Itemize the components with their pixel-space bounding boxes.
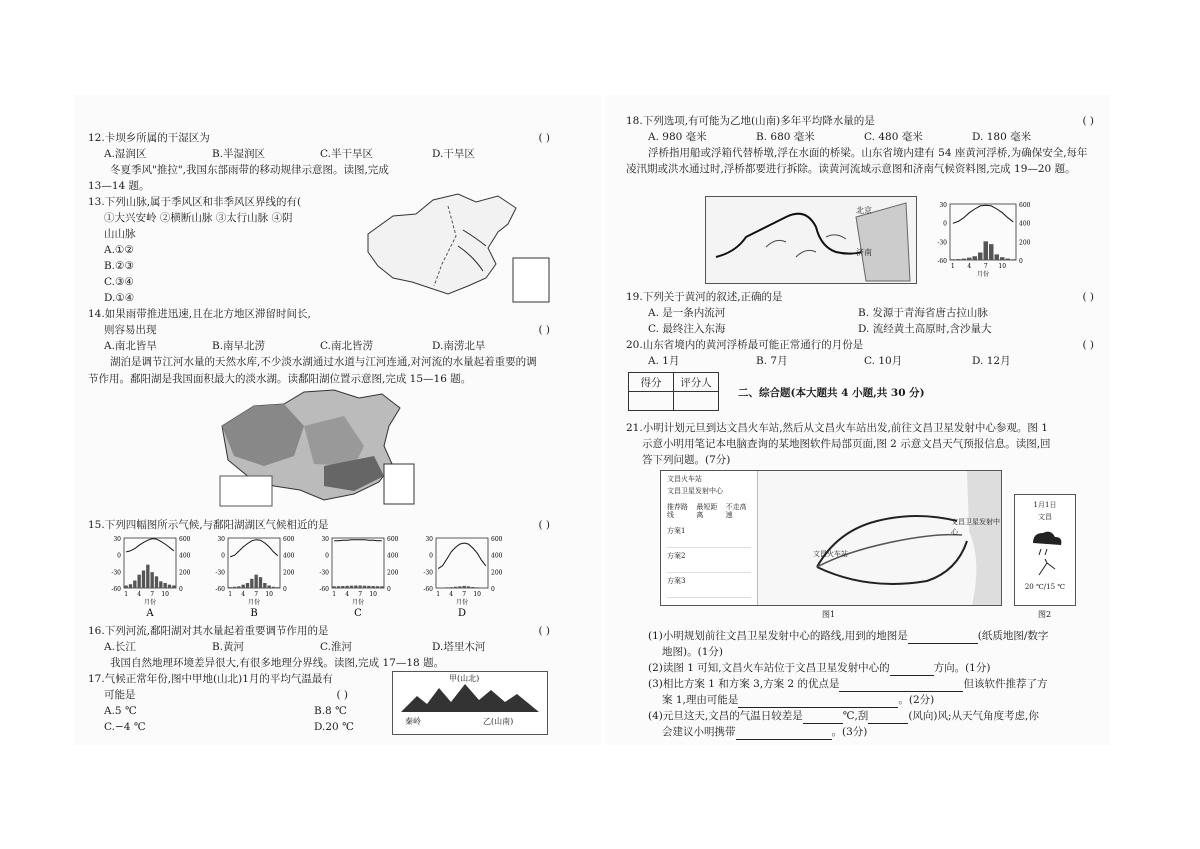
option[interactable]: C.淮河 <box>320 641 352 653</box>
rain-tick-label: 0 <box>491 586 495 593</box>
q14-stem: 14.如果雨带推进迅速,且在北方地区滞留时间长, <box>88 308 311 320</box>
option[interactable]: A. 980 毫米 <box>648 131 707 143</box>
temp-tick-label: 0 <box>221 552 225 560</box>
q19-options-row2 <box>626 321 1096 337</box>
map-label-beijing: 北京 <box>856 206 872 215</box>
option[interactable]: C.−4 ℃ <box>104 721 146 733</box>
temp-tick-label: 0 <box>117 552 121 560</box>
temp-tick-label: 30 <box>321 536 329 543</box>
month-axis-label: 月份 <box>976 271 990 278</box>
q15-climate-charts <box>104 534 524 624</box>
rain-tick-label: 400 <box>179 552 191 560</box>
month-tick-label: 7 <box>983 263 988 270</box>
q21-sub4: (4)元旦这天,文昌的气温日较差是 ℃,刮 (风向)风;从天气角度考虑,你 <box>648 710 1039 722</box>
precip-bar <box>164 583 167 588</box>
chart-letter-label: B <box>250 608 258 619</box>
q21-sub1-cont: 地图)。(1分) <box>662 646 723 658</box>
q21-stem-3: 答下列问题。(7分) <box>642 454 731 466</box>
rain-tick-label: 400 <box>1019 220 1031 228</box>
figure-1-caption: 图1 <box>822 610 836 619</box>
intro-13-14: 冬夏季风"推拉",我国东部雨带的移动规律示意图。读图,完成 <box>110 164 389 176</box>
rain-tick-label: 0 <box>283 586 287 593</box>
figure-1-map-app <box>660 470 1002 606</box>
chart-letter-label: D <box>457 608 467 619</box>
month-tick-label: 10 <box>473 591 481 598</box>
option[interactable]: D. 12月 <box>972 355 1011 367</box>
precip-bar <box>978 253 983 260</box>
rain-cloud-icon <box>1015 521 1075 579</box>
option[interactable]: C. 10月 <box>864 355 903 367</box>
precip-bar <box>272 587 275 588</box>
option[interactable]: C.南北皆涝 <box>320 340 373 352</box>
q20-stem: 20.山东省境内的黄河浮桥最可能正常通行的月份是 ( ) <box>626 339 1094 351</box>
score-label: 得分 <box>629 373 674 392</box>
blank-4b[interactable] <box>868 711 908 724</box>
option[interactable]: A. 1月 <box>648 355 680 367</box>
precip-bar <box>951 259 956 260</box>
rain-tick-label: 600 <box>283 536 295 543</box>
temp-tick-label: 30 <box>113 536 121 543</box>
q21-sub1: (1)小明规划前往文昌卫星发射中心的路线,用到的地图是 (纸质地图/数字 <box>648 630 1049 642</box>
month-axis-label: 月份 <box>143 599 157 606</box>
precip-bar <box>276 587 279 588</box>
profile-label-yi: 乙(山南) <box>483 717 514 726</box>
chart-letter-label: A <box>146 608 154 619</box>
label-launch-center: 文昌卫星发射中心 <box>951 518 1000 536</box>
month-tick-label: 1 <box>124 591 129 598</box>
month-tick-label: 10 <box>998 263 1007 270</box>
precip-bar <box>268 586 271 589</box>
answer-paren[interactable]: ( ) <box>1082 115 1094 127</box>
precip-bar <box>155 576 158 588</box>
route-tabs <box>667 503 751 519</box>
temp-tick-label: -60 <box>319 586 329 593</box>
option[interactable]: A.湿润区 <box>104 148 147 160</box>
section-2-title: 二、综合题(本大题共 4 小题,共 30 分) <box>738 387 925 399</box>
option[interactable]: D. 流经黄土高原时,含沙量大 <box>858 323 992 335</box>
rain-tick-label: 0 <box>1019 258 1023 265</box>
precip-bar <box>1011 259 1016 260</box>
q16-options <box>88 639 588 655</box>
precip-bar <box>337 586 340 588</box>
option[interactable]: D. 180 毫米 <box>972 131 1032 143</box>
option[interactable]: B.8 ℃ <box>314 705 347 717</box>
option[interactable]: C. 480 毫米 <box>864 131 923 143</box>
precip-bar <box>471 587 474 588</box>
q17-stem2: 可能是 ( ) <box>104 689 348 701</box>
precip-bar <box>372 586 375 588</box>
temperature-line <box>334 540 382 541</box>
profile-label-qinling: 秦岭 <box>405 717 421 726</box>
precip-bar <box>237 586 240 588</box>
month-tick-label: 4 <box>345 591 350 598</box>
left-column-lower <box>88 517 588 533</box>
temp-tick-label: 30 <box>425 536 433 543</box>
wind-icon <box>1039 559 1055 575</box>
option[interactable]: B. 680 毫米 <box>756 131 815 143</box>
month-axis-label: 月份 <box>455 599 469 606</box>
q18-stem: 18.下列选项,有可能为乙地(山南)多年平均降水量的是 ( ) <box>626 115 1094 127</box>
figure-2-caption: 图2 <box>1038 610 1052 619</box>
precip-bar <box>995 254 1000 260</box>
precip-bar <box>229 587 232 588</box>
route-map-graphic <box>757 471 1001 605</box>
plot-frame <box>124 538 176 588</box>
rain-tick-label: 600 <box>387 536 399 543</box>
q12-options <box>88 146 588 162</box>
option[interactable]: D.①④ <box>104 292 135 304</box>
q21-sub3-cont: 案 1,理由可能是 。(2分) <box>662 694 935 706</box>
precip-bar <box>159 581 162 588</box>
plot-frame <box>228 538 280 588</box>
score-cell[interactable] <box>629 392 674 411</box>
month-tick-label: 7 <box>150 591 155 598</box>
weather-date: 1月1日 <box>1033 501 1057 509</box>
poyang-lake-map <box>214 386 420 508</box>
precip-bar <box>1000 257 1005 260</box>
month-tick-label: 10 <box>161 591 169 598</box>
option[interactable]: A.5 ℃ <box>104 705 137 717</box>
month-tick-label: 10 <box>265 591 273 598</box>
rain-tick-label: 200 <box>491 569 503 577</box>
river-graphic <box>706 197 916 283</box>
answer-paren[interactable]: ( ) <box>538 324 550 336</box>
rain-tick-label: 0 <box>179 586 183 593</box>
temp-tick-label: -30 <box>111 569 121 577</box>
option[interactable]: B.半湿润区 <box>212 148 266 160</box>
right-column-q19 <box>626 289 1096 369</box>
option[interactable]: B.②③ <box>104 260 134 272</box>
china-monsoon-map <box>338 186 558 308</box>
temp-tick-label: 0 <box>325 552 329 560</box>
q21-sub3: (3)相比方案 1 和方案 3,方案 2 的优点是 但该软件推荐了方 <box>648 678 1048 690</box>
right-column-q21-subs <box>626 628 1096 740</box>
precip-bar <box>125 586 128 589</box>
option[interactable]: C. 最终注入东海 <box>648 323 726 335</box>
option[interactable]: C.半干旱区 <box>320 148 373 160</box>
blank-3a[interactable] <box>839 679 963 692</box>
option[interactable]: B. 发源于青海省唐古拉山脉 <box>858 307 988 319</box>
qinling-profile-figure <box>392 671 548 735</box>
precip-bar <box>450 587 453 588</box>
weather-temp: 20 ℃/15 ℃ <box>1024 583 1066 591</box>
grader-label: 评分人 <box>674 373 719 392</box>
precip-bar <box>146 565 149 588</box>
grader-cell[interactable] <box>674 392 719 411</box>
q18-options <box>626 129 1096 145</box>
month-axis-label: 月份 <box>351 599 365 606</box>
answer-paren[interactable]: ( ) <box>336 689 348 701</box>
right-column <box>626 113 1096 177</box>
q13-items: ①大兴安岭 ②横断山脉 ③太行山脉 ④阴 <box>104 212 293 224</box>
intro-15-16: 湖泊是调节江河水量的天然水库,不少淡水湖通过水道与江河连通,对河流的水量起着重要的调节作用。鄱阳湖是我国面积最大的淡水湖。读鄱阳湖位置示意图,完成 15—16 题。 <box>88 356 537 385</box>
precip-bar <box>367 586 370 588</box>
plot-frame <box>950 204 1016 260</box>
right-column-q21 <box>626 420 1096 468</box>
answer-paren[interactable]: ( ) <box>1082 339 1094 351</box>
weather-city: 文昌 <box>1038 513 1052 521</box>
temp-tick-label: 30 <box>939 202 947 209</box>
chart-letter-label: C <box>354 608 362 619</box>
profile-label-jia: 甲(山北) <box>449 674 480 683</box>
month-tick-label: 1 <box>436 591 441 598</box>
month-tick-label: 7 <box>358 591 363 598</box>
q13-items-cont: 山山脉 <box>104 228 136 240</box>
temp-tick-label: -60 <box>215 586 225 593</box>
precip-bar <box>973 256 978 260</box>
precip-bar <box>380 586 383 588</box>
rain-tick-label: 600 <box>491 536 503 543</box>
precip-bar <box>129 584 132 588</box>
rain-tick-label: 200 <box>387 569 399 577</box>
month-tick-label: 4 <box>137 591 142 598</box>
precip-bar <box>259 577 262 588</box>
answer-paren[interactable]: ( ) <box>538 625 550 637</box>
q17-stem: 17.气候正常年份,图中甲地(山北)1月的平均气温最有 <box>88 673 333 685</box>
blank-1[interactable] <box>908 631 978 644</box>
precip-bar <box>458 586 461 588</box>
option[interactable]: A.长江 <box>104 641 136 653</box>
score-table <box>628 372 719 411</box>
map-graphic <box>214 386 420 508</box>
answer-paren[interactable]: ( ) <box>1082 291 1094 303</box>
option[interactable]: D.南涝北旱 <box>432 340 486 352</box>
q14-options <box>88 338 588 354</box>
blank-3b[interactable] <box>738 695 898 708</box>
option[interactable]: B.黄河 <box>212 641 245 653</box>
precip-bar <box>263 583 266 588</box>
precip-bar <box>956 259 961 260</box>
precip-bar <box>333 586 336 588</box>
temp-tick-label: -30 <box>319 569 329 577</box>
intro-13-14-cont: 13—14 题。 <box>88 180 150 192</box>
rain-tick-label: 0 <box>387 586 391 593</box>
precip-bar <box>1006 259 1011 260</box>
jinan-climate-chart <box>928 198 1048 288</box>
q21-stem-2: 示意小明用笔记本电脑查询的某地图软件局部页面,图 2 示意文昌天气预报信息。读图,回 <box>642 438 1051 450</box>
precip-bar <box>967 258 972 260</box>
precip-bar <box>242 585 245 588</box>
precip-bar <box>142 571 145 589</box>
precip-bar <box>454 587 457 588</box>
blank-4a[interactable] <box>803 711 843 724</box>
rain-tick-label: 600 <box>179 536 191 543</box>
precip-bar <box>250 579 253 588</box>
precip-bar <box>255 575 258 588</box>
temperature-line <box>126 539 174 552</box>
q21-sub2: (2)读图 1 可知,文昌火车站位于文昌卫星发射中心的 方向。(1分) <box>648 662 991 674</box>
rain-tick-label: 400 <box>491 552 503 560</box>
temperature-line <box>953 205 1014 223</box>
temperature-line <box>438 543 486 569</box>
precip-bar <box>151 572 154 588</box>
end-field[interactable]: 文昌卫星发射中心 <box>667 487 723 495</box>
q19-options-row1 <box>626 305 1096 321</box>
option[interactable]: B. 7月 <box>756 355 788 367</box>
precip-bar <box>363 586 366 588</box>
temp-tick-label: -30 <box>423 569 433 577</box>
precip-bar <box>133 581 136 589</box>
label-station: 文昌火车站 <box>813 550 848 558</box>
month-tick-label: 7 <box>254 591 259 598</box>
month-tick-label: 4 <box>967 263 972 270</box>
q20-options <box>626 353 1096 369</box>
precip-bar <box>467 586 470 588</box>
temp-tick-label: 0 <box>429 552 433 560</box>
precip-bar <box>463 586 466 588</box>
option[interactable]: A.①② <box>104 244 134 256</box>
blank-4c[interactable] <box>736 727 832 740</box>
precip-bar <box>350 586 353 588</box>
rain-tick-label: 600 <box>1019 202 1031 209</box>
rain-tick-label: 200 <box>283 569 295 577</box>
precip-bar <box>246 583 249 588</box>
option[interactable]: A. 是一条内流河 <box>648 307 726 319</box>
precip-bar <box>989 244 994 260</box>
route-panel <box>661 471 758 605</box>
map-label-jinan: 济南 <box>856 248 872 257</box>
q19-stem: 19.下列关于黄河的叙述,正确的是 ( ) <box>626 291 1094 303</box>
temp-tick-label: -60 <box>937 258 947 265</box>
answer-paren[interactable]: ( ) <box>538 132 550 144</box>
precip-bar <box>962 259 967 260</box>
tab-no-highway[interactable]: 不走高速 <box>725 503 747 519</box>
route-option-1[interactable]: 方案1 <box>667 527 751 548</box>
option[interactable]: C.③④ <box>104 276 134 288</box>
precip-bar <box>354 586 357 589</box>
precip-bar <box>376 586 379 588</box>
month-tick-label: 4 <box>449 591 454 598</box>
precip-bar <box>233 587 236 588</box>
plot-frame <box>332 538 384 588</box>
option[interactable]: D.20 ℃ <box>314 721 354 733</box>
route-option-3[interactable]: 方案3 <box>667 577 751 598</box>
rain-tick-label: 200 <box>179 569 191 577</box>
q12-stem: 12.卡坝乡所属的干湿区为 ( ) <box>88 132 550 144</box>
precip-bar <box>984 241 989 260</box>
month-tick-label: 1 <box>228 591 233 598</box>
temp-tick-label: -60 <box>111 586 121 593</box>
temperature-line <box>230 540 278 557</box>
route-option-2[interactable]: 方案2 <box>667 552 751 573</box>
answer-paren[interactable]: ( ) <box>538 519 550 531</box>
tab-shortest[interactable]: 最短距离 <box>696 503 718 519</box>
month-tick-label: 1 <box>950 263 955 270</box>
intro-17-18: 我国自然地理环境差异很大,有很多地理分界线。读图,完成 17—18 题。 <box>110 657 445 669</box>
rain-tick-label: 400 <box>387 552 399 560</box>
figure-2-weather-card <box>1014 494 1076 606</box>
option[interactable]: A.南北皆旱 <box>104 340 157 352</box>
precip-bar <box>359 586 362 589</box>
temp-tick-label: 0 <box>943 220 947 228</box>
q15-stem: 15.下列四幅图所示气候,与鄱阳湖湖区气候相近的是 ( ) <box>88 519 550 531</box>
month-tick-label: 1 <box>332 591 337 598</box>
month-tick-label: 4 <box>241 591 246 598</box>
map-graphic <box>338 186 558 308</box>
rain-tick-label: 400 <box>283 552 295 560</box>
q14-stem2: 则容易出现 ( ) <box>104 324 550 336</box>
temp-tick-label: -60 <box>423 586 433 593</box>
q16-stem: 16.下列河流,鄱阳湖对其水量起着重要调节作用的是 ( ) <box>88 625 550 637</box>
q21-stem-1: 21.小明计划元旦到达文昌火车站,然后从文昌火车站出发,前往文昌卫星发射中心参观。图 1 <box>626 422 1048 434</box>
month-tick-label: 7 <box>462 591 467 598</box>
precip-bar <box>476 587 479 588</box>
intro-19-20: 浮桥指用船或浮箱代替桥墩,浮在水面的桥梁。山东省境内建有 54 座黄河浮桥,为确保安全,每年凌汛期或洪水通过时,浮桥都要进行拆除。读黄河流域示意图和济南气候资料图,完成 19—20 题。 <box>626 147 1088 175</box>
precip-bar <box>172 586 175 589</box>
option[interactable]: D.塔里木河 <box>432 641 486 653</box>
blank-2[interactable] <box>890 663 934 676</box>
q21-sub4-cont: 会建议小明携带 。(3分) <box>662 726 868 738</box>
precip-bar <box>445 587 448 588</box>
month-tick-label: 10 <box>369 591 377 598</box>
rain-tick-label: 200 <box>1019 239 1031 247</box>
tab-recommended[interactable]: 推荐路线 <box>667 503 688 519</box>
option[interactable]: D.干旱区 <box>432 148 475 160</box>
temp-tick-label: -30 <box>215 569 225 577</box>
start-field[interactable]: 文昌火车站 <box>667 475 702 483</box>
precip-bar <box>346 586 349 588</box>
yellow-river-map <box>705 196 917 284</box>
temp-tick-label: 30 <box>217 536 225 543</box>
month-axis-label: 月份 <box>247 599 261 606</box>
precip-bar <box>168 585 171 588</box>
temp-tick-label: -30 <box>937 239 947 247</box>
option[interactable]: B.南早北涝 <box>212 340 266 352</box>
precip-bar <box>138 575 141 588</box>
precip-bar <box>341 586 344 588</box>
q13-stem: 13.下列山脉,属于季风区和非季风区界线的有( <box>88 196 302 208</box>
